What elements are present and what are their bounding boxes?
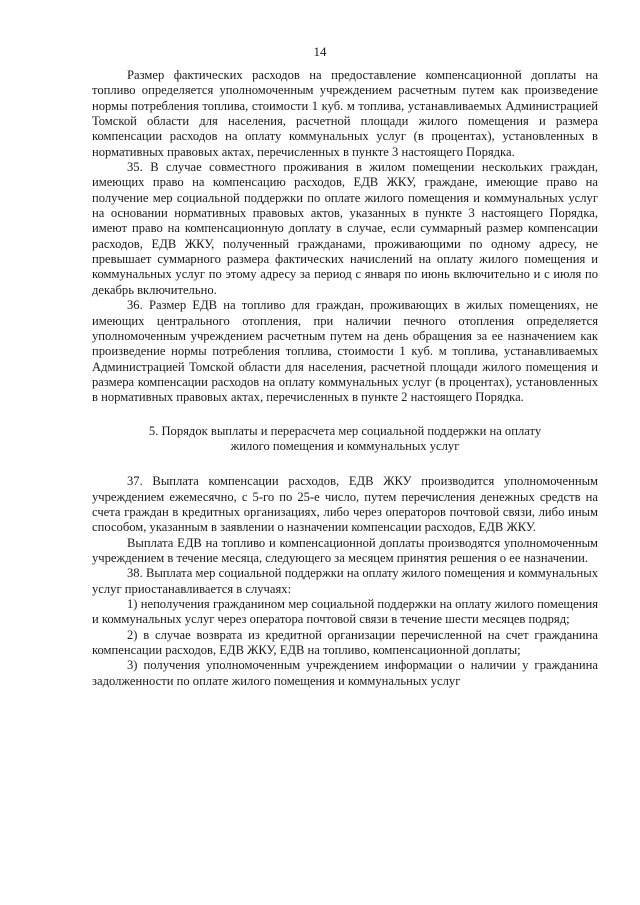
paragraph-edv-fuel-payment: Выплата ЕДВ на топливо и компенсационной доплаты производятся уполномоченным учреждением в течение месяца, следующего за месяцем принятия решения о ее назначении. [92, 535, 598, 565]
section-heading-line-1: 5. Порядок выплаты и перерасчета мер социальной поддержки на оплату [148, 423, 542, 438]
section-heading [92, 424, 598, 455]
list-item-38-1: 1) неполучения гражданином мер социальной поддержки на оплату жилого помещения и коммунальных услуг через оператора почтовой связи в течение шести месяцев подряд; [92, 597, 598, 627]
paragraph-37: 37. Выплата компенсации расходов, ЕДВ ЖКУ производится уполномоченным учреждением ежемесячно, с 5-го по 25-е число, путем перечисления денежных средств на счета граждан в кредитных организациях, либо через операторов почтовой связи, либо иным способом, указанным в заявлении о назначении компенсации расходов, ЕДВ ЖКУ. [92, 474, 598, 535]
paragraph-38: 38. Выплата мер социальной поддержки на оплату жилого помещения и коммунальных услуг приостанавливается в случаях: [92, 566, 598, 596]
paragraph-actual-expenses: Размер фактических расходов на предоставление компенсационной доплаты на топливо определяется уполномоченным учреждением расчетным путем как произведение нормы потребления топлива, стоимости 1 куб. м топлива, устанавливаемых Администрацией Томской области для населения, расчетной площади жилого помещения и размера компенсации расходов на оплату коммунальных услуг (в процентах), установленных в нормативных правовых актах, перечисленных в пункте 3 настоящего Порядка. [92, 68, 598, 159]
list-item-38-2: 2) в случае возврата из кредитной организации перечисленной на счет гражданина компенсации расходов, ЕДВ ЖКУ, ЕДВ на топливо, компенсационной доплаты; [92, 627, 598, 658]
paragraph-35: 35. В случае совместного проживания в жилом помещении нескольких граждан, имеющих право на компенсацию расходов, ЕДВ ЖКУ, граждане, имеющие право на получение мер социальной поддержки по оплате жилого помещения и коммунальных услуг на основании нормативных правовых актов, указанных в пункте 3 настоящего Порядка, имеют право на компенсационную доплату в случае, если суммарный размер компенсации расходов, ЕДВ ЖКУ, полученный гражданами, проживающими по одному адресу, не превышает суммарного размера фактических начислений на оплату жилого помещения и коммунальных услуг по этому адресу за период с января по июнь включительно и с июля по декабрь включительно. [92, 160, 598, 297]
section-heading-line-2: жилого помещения и коммунальных услуг [230, 438, 460, 453]
document-body [92, 68, 598, 689]
page-number: 14 [313, 44, 327, 59]
paragraph-36: 36. Размер ЕДВ на топливо для граждан, проживающих в жилых помещениях, не имеющих центрального отопления, при наличии печного отопления определяется уполномоченным учреждением расчетным путем на день обращения за ее назначением как произведение нормы потребления топлива, стоимости 1 куб. м топлива, устанавливаемых Администрацией Томской области для населения, расчетной площади жилого помещения и размера компенсации расходов на оплату коммунальных услуг (в процентах), установленных в нормативных правовых актах, перечисленных в пункте 2 настоящего Порядка. [92, 298, 598, 405]
list-item-38-3: 3) получения уполномоченным учреждением информации о наличии у гражданина задолженности по оплате жилого помещения и коммунальных услуг [92, 658, 598, 688]
